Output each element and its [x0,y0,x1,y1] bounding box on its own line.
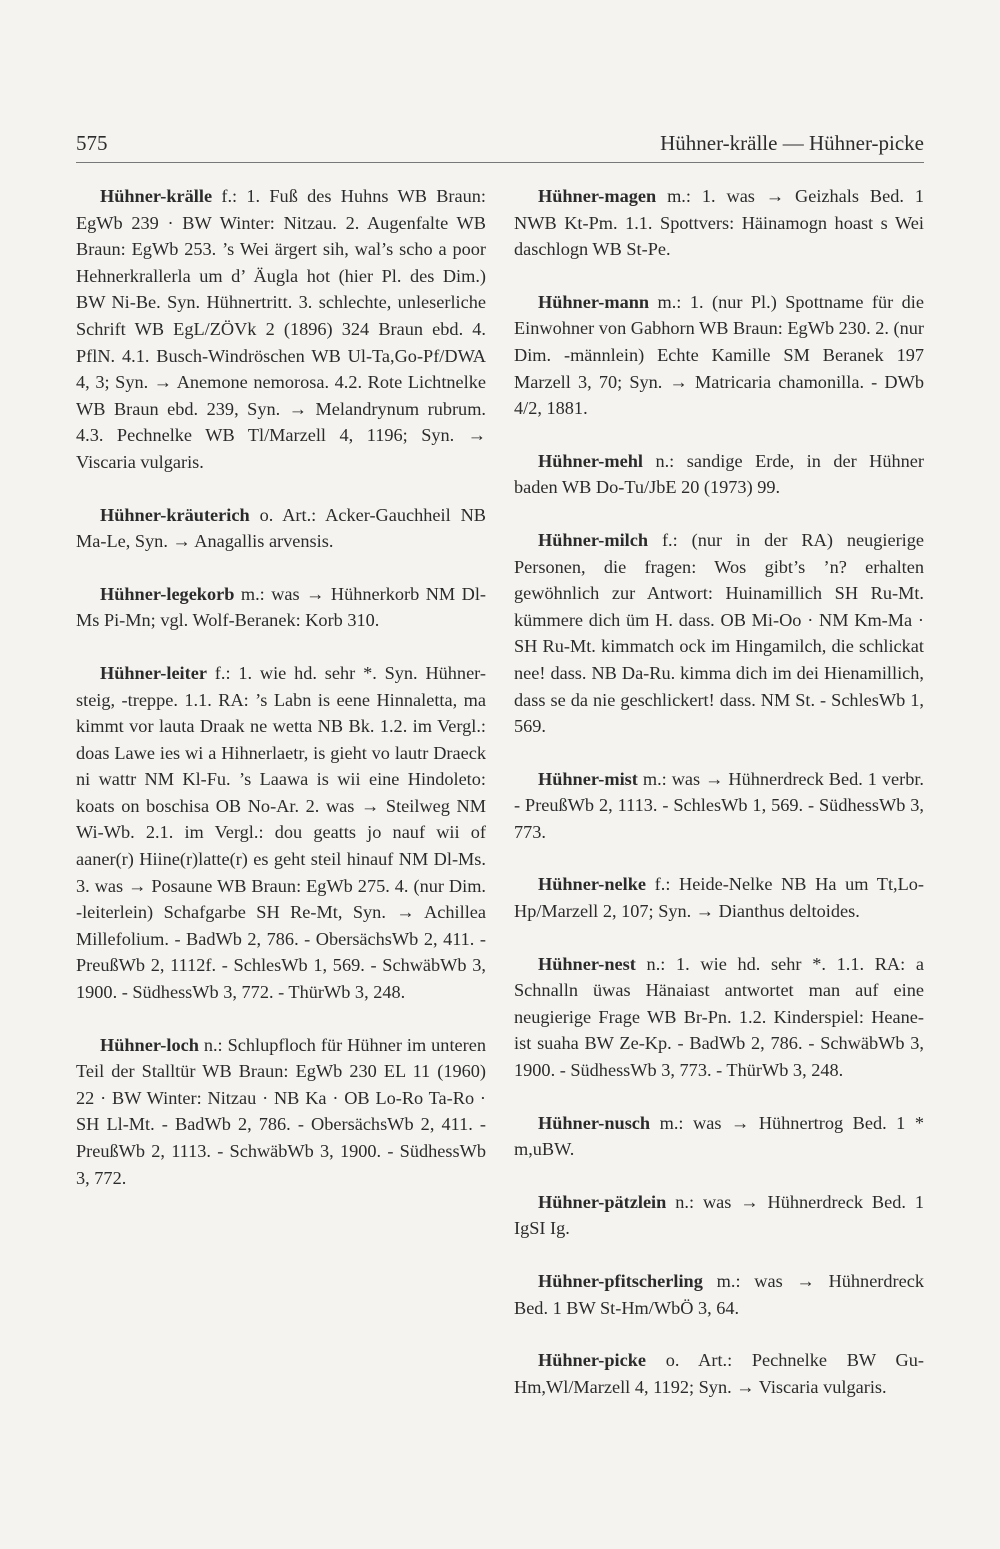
entry-body: f.: (nur in der RA) neugierige Personen, die fragen: Wos gibt’s ’n? erhalten gewöhnlich zur Antwort: Huinamillich SH Ru-Mt. kümmere dich üm H. dass. OB Mi-Oo · NM Km-Ma · SH Ru-Mt. kimmatch ock im Hingamilch, die schlickat nee! dass. NB Da-Ru. kimma dich im dei Hienamillich, dass se da nie geschlickert! dass. NM St. - SchlesWb 1, 569. [514,529,924,737]
entry-headword: Hühner-legekorb [100,583,235,604]
entry-body: f.: 1. Fuß des Huhns WB Braun: EgWb 239 · BW Winter: Nitzau. 2. Augenfalte WB Braun: EgWb 253. ’s Wei ärgert sih, wal’s scho a poor Hehnerkrallerla um d’ Äugla hot (hier Pl. des Dim.) BW Ni-Be. Syn. Hühnertritt. 3. schlechte, unleserliche Schrift WB EgL/ZÖVk 2 (1896) 324 Braun ebd. 4. PflN. 4.1. Busch-Windröschen WB Ul-Ta,Go-Pf/DWA 4, 3; Syn. → Anemone nemorosa. 4.2. Rote Lichtnelke WB Braun ebd. 239, Syn. → Melandrynum rubrum. 4.3. Pechnelke WB Tl/Marzell 4, 1196; Syn. → Viscaria vulgaris. [76,186,486,472]
entry-body: m.: 1. (nur Pl.) Spottname für die Einwohner von Gabhorn WB Braun: EgWb 230. 2. (nur Dim. -männlein) Echte Kamille SM Beranek 197 Marzell 3, 70; Syn. → Matricaria chamonilla. - DWb 4/2, 1881. [514,291,924,419]
entry-body: f.: 1. wie hd. sehr *. Syn. Hühner-steig, -treppe. 1.1. RA: ’s Labn is eene Hinnaletta, ma kimmt vor lauta Draak ne wetta NB Bk. 1.2. im Vergl.: doas Lawe ies wi a Hihnerlaetr, is gieht vo lautr Draeck ni wattr NM Kl-Fu. ’s Laawa is wii eine Hindoleto: koats on boschisa OB No-Ar. 2. was → Steilweg NM Wi-Wb. 2.1. im Vergl.: dou geatts jo nauf wii of aaner(r) Hiine(r)latte(r) es geht steil hinauf NM Dl-Ms. 3. was → Posaune WB Braun: EgWb 275. 4. (nur Dim. -leiterlein) Schafgarbe SH Re-Mt, Syn. → Achillea Millefolium. - BadWb 2, 786. - ObersächsWb 2, 411. - PreußWb 2, 1112f. - SchlesWb 1, 569. - SchwäbWb 3, 1900. - SüdhessWb 3, 772. - ThürWb 3, 248. [76,662,486,1003]
entry-headword: Hühner-nelke [538,874,647,895]
dictionary-entry [514,1189,924,1242]
dictionary-entry [514,448,924,501]
entry-body: m.: was → Hühnerdreck Bed. 1 BW St-Hm/WbÖ 3, 64. [514,1271,924,1318]
entry-body: m.: was → Hühnerdreck Bed. 1 verbr. - PreußWb 2, 1113. - SchlesWb 1, 569. - SüdhessWb 3, 773. [514,768,925,842]
entry-headword: Hühner-nest [538,953,636,974]
dictionary-entry [514,766,924,846]
entry-headword: Hühner-mehl [538,450,643,471]
dictionary-entry [514,1347,924,1400]
entry-headword: Hühner-loch [100,1034,199,1055]
page-header [76,128,924,163]
entry-headword: Hühner-mann [538,291,650,312]
dictionary-entry [76,1032,486,1192]
dictionary-entry [514,183,924,263]
entry-body: o. Art.: Acker-Gauchheil NB Ma-Le, Syn. → Anagallis arvensis. [76,504,486,552]
entry-headword: Hühner-kräuterich [100,504,250,525]
dictionary-entry [76,502,486,555]
dictionary-entry [76,660,486,1006]
entry-body: m.: 1. was → Geizhals Bed. 1 NWB Kt-Pm. 1.1. Spottvers: Häinamogn hoast s Wei daschlogn WB St-Pe. [514,186,924,260]
right-column [514,183,924,1426]
dictionary-entry [514,527,924,740]
dictionary-entry [514,1268,924,1321]
dictionary-entry [514,951,924,1084]
entry-headword: Hühner-krälle [100,186,213,206]
entry-body: n.: was → Hühnerdreck Bed. 1 IgSI Ig. [514,1191,924,1239]
dictionary-entry [514,871,924,924]
dictionary-entry [514,289,924,422]
entry-headword: Hühner-magen [538,186,657,206]
entry-body: o. Art.: Pechnelke BW Gu-Hm,Wl/Marzell 4, 1192; Syn. → Viscaria vulgaris. [514,1350,924,1397]
entry-body: m.: was → Hühnerkorb NM Dl-Ms Pi-Mn; vgl. Wolf-Beranek: Korb 310. [76,583,486,631]
left-column [76,183,486,1217]
entry-body: n.: sandige Erde, in der Hühner baden WB Do-Tu/JbE 20 (1973) 99. [514,450,925,498]
running-head: Hühner-krälle — Hühner-picke [660,131,924,155]
entry-body: n.: Schlupfloch für Hühner im unteren Teil der Stalltür WB Braun: EgWb 230 EL 11 (1960) 22 · BW Winter: Nitzau · NB Ka · OB Lo-Ro Ta-Ro · SH Ll-Mt. - BadWb 2, 786. - ObersächsWb 2, 411. - PreußWb 2, 1113. - SchwäbWb 3, 1900. - SüdhessWb 3, 772. [76,1034,486,1188]
dictionary-entry [76,183,486,476]
dictionary-entry [514,1110,924,1163]
entry-headword: Hühner-pätzlein [538,1191,667,1212]
page-number: 575 [76,131,108,155]
entry-body: m.: was → Hühnertrog Bed. 1 * m,uBW. [514,1112,925,1160]
dictionary-entry [76,581,486,634]
entry-body: f.: Heide-Nelke NB Ha um Tt,Lo-Hp/Marzell 2, 107; Syn. → Dianthus deltoides. [514,874,924,922]
entry-headword: Hühner-milch [538,529,649,550]
entry-headword: Hühner-nusch [538,1112,651,1133]
entry-headword: Hühner-picke [538,1350,647,1371]
entry-body: n.: 1. wie hd. sehr *. 1.1. RA: a Schnalln üwas Hänaiast antwortet man auf eine neugierige Frage WB Br-Pn. 1.2. Kinderspiel: Heane-ist suaha BW Ze-Kp. - BadWb 2, 786. - SchwäbWb 3, 1900. - SüdhessWb 3, 773. - ThürWb 3, 248. [514,953,924,1081]
entry-headword: Hühner-pfitscherling [538,1271,703,1291]
entry-headword: Hühner-leiter [100,662,207,683]
entry-headword: Hühner-mist [538,768,638,789]
